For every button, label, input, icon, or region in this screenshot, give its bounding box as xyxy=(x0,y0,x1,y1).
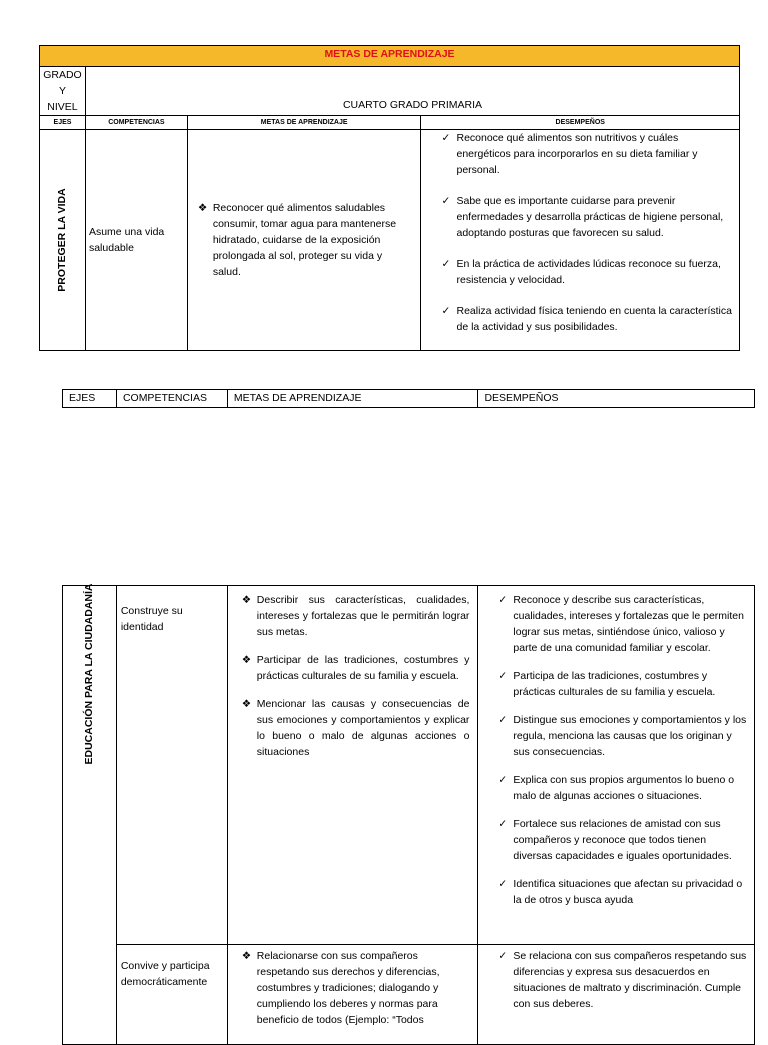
desempeno-item xyxy=(441,130,733,178)
header-desempenos: DESEMPEÑOS xyxy=(421,116,740,130)
check-icon: ✓ xyxy=(498,878,508,890)
diamond-bullet-icon: ❖ xyxy=(241,698,252,710)
desempeno-text: Se relaciona con sus compañeros respetando sus diferencias y expresa sus desacuerdos en situaciones de maltrato y discriminación. Cumple con sus deberes. xyxy=(513,950,747,1010)
header-table xyxy=(62,389,755,408)
desempeno-item xyxy=(498,816,748,864)
eje-cell xyxy=(40,130,86,351)
desempeno-text: Explica con sus propios argumentos lo bueno o malo de algunas acciones o situaciones. xyxy=(513,774,735,802)
check-icon: ✓ xyxy=(498,670,508,682)
desempeno-item xyxy=(498,772,748,804)
check-icon: ✓ xyxy=(498,950,508,962)
meta-text: Mencionar las causas y consecuencias de sus emociones y comportamientos y explicar lo bueno o malo de algunas acciones o situaciones xyxy=(256,698,470,758)
competencia-cell: Construye su identidad xyxy=(116,586,227,945)
grado-label-line: GRADO xyxy=(43,69,82,81)
eje-label: EDUCACIÓN PARA LA CIUDADANÍA xyxy=(83,583,96,765)
check-icon: ✓ xyxy=(498,594,508,606)
meta-text: Participar de las tradiciones, costumbres y prácticas culturales de su familia y escuela. xyxy=(256,654,470,682)
header-ejes: EJES xyxy=(63,390,117,408)
desempeno-text: Distingue sus emociones y comportamientos y los regula, menciona las causas que los originan y sus consecuencias. xyxy=(513,714,747,758)
desempeno-item xyxy=(498,712,748,760)
meta-item xyxy=(241,948,470,1028)
competencia-cell: Asume una vida saludable xyxy=(85,130,187,351)
header-competencias: COMPETENCIAS xyxy=(85,116,187,130)
desempeno-text: En la práctica de actividades lúdicas reconoce su fuerza, resistencia y velocidad. xyxy=(456,258,721,286)
eje-cell xyxy=(63,583,117,1045)
ciudadania-table xyxy=(62,585,755,1045)
desempenos-cell xyxy=(478,586,755,945)
desempenos-cell xyxy=(478,945,755,1045)
grado-label-line: Y xyxy=(58,85,66,97)
meta-text: Describir sus características, cualidades, intereses y fortalezas que le permitirán lograr sus metas. xyxy=(256,594,470,638)
diamond-bullet-icon: ❖ xyxy=(241,950,252,962)
grado-label-line: NIVEL xyxy=(47,101,78,113)
meta-item xyxy=(241,696,470,760)
check-icon: ✓ xyxy=(441,305,451,317)
metas-cell xyxy=(227,586,478,945)
meta-text: Reconocer qué alimentos saludables consumir, tomar agua para mantenerse hidratado, cuidarse de la exposición prolongada al sol, proteger su vida y salud. xyxy=(212,202,397,278)
header-metas: METAS DE APRENDIZAJE xyxy=(227,390,478,408)
check-icon: ✓ xyxy=(441,258,451,270)
competencia-cell: Convive y participa democráticamente xyxy=(116,945,227,1045)
meta-item xyxy=(241,592,470,640)
header-ejes: EJES xyxy=(40,116,86,130)
grado-nivel-label xyxy=(40,67,86,116)
desempeno-text: Realiza actividad física teniendo en cuenta la característica de la actividad y sus posibilidades. xyxy=(456,305,732,333)
desempeno-item xyxy=(498,592,748,656)
metas-cell xyxy=(227,945,478,1045)
table-title: METAS DE APRENDIZAJE xyxy=(40,46,740,67)
desempenos-cell xyxy=(421,130,740,351)
diamond-bullet-icon: ❖ xyxy=(197,202,208,214)
header-competencias: COMPETENCIAS xyxy=(116,390,227,408)
desempeno-text: Identifica situaciones que afectan su privacidad o la de otros y busca ayuda xyxy=(513,878,743,906)
check-icon: ✓ xyxy=(498,818,508,830)
check-icon: ✓ xyxy=(498,774,508,786)
header-desempenos: DESEMPEÑOS xyxy=(478,390,755,408)
desempeno-item xyxy=(441,303,733,335)
check-icon: ✓ xyxy=(441,132,451,144)
meta-text: Relacionarse con sus compañeros respetando sus derechos y diferencias, costumbres y tradiciones; dialogando y cumpliendo los deberes y normas para beneficio de todos (Ejemplo: “Todos xyxy=(256,950,440,1026)
diamond-bullet-icon: ❖ xyxy=(241,654,252,666)
desempeno-item xyxy=(498,948,748,1012)
grado-nivel-value: CUARTO GRADO PRIMARIA xyxy=(85,67,739,116)
diamond-bullet-icon: ❖ xyxy=(241,594,252,606)
meta-item xyxy=(241,652,470,684)
metas-table xyxy=(39,45,740,351)
desempeno-item xyxy=(498,668,748,700)
metas-cell xyxy=(187,130,421,351)
desempeno-text: Fortalece sus relaciones de amistad con sus compañeros y reconoce que todos tienen diversas capacidades e iguales oportunidades. xyxy=(513,818,732,862)
desempeno-text: Reconoce y describe sus características, cualidades, intereses y fortalezas que le permiten lograr sus metas, sintiéndose único, valioso y parte de una comunidad familiar y escolar. xyxy=(513,594,744,654)
eje-label: PROTEGER LA VIDA xyxy=(56,188,69,292)
desempeno-item xyxy=(498,876,748,908)
desempeno-text: Participa de las tradiciones, costumbres y prácticas culturales de su familia y escuela. xyxy=(513,670,716,698)
desempeno-item xyxy=(441,256,733,288)
meta-item xyxy=(197,200,413,280)
header-metas: METAS DE APRENDIZAJE xyxy=(187,116,421,130)
desempeno-item xyxy=(441,193,733,241)
desempeno-text: Reconoce qué alimentos son nutritivos y cuáles energéticos para incorporarlos en su dieta familiar y personal. xyxy=(456,132,698,176)
check-icon: ✓ xyxy=(441,195,451,207)
desempeno-text: Sabe que es importante cuidarse para prevenir enfermedades y desarrolla prácticas de higiene personal, adoptando posturas que favorecen su salud. xyxy=(456,195,724,239)
check-icon: ✓ xyxy=(498,714,508,726)
